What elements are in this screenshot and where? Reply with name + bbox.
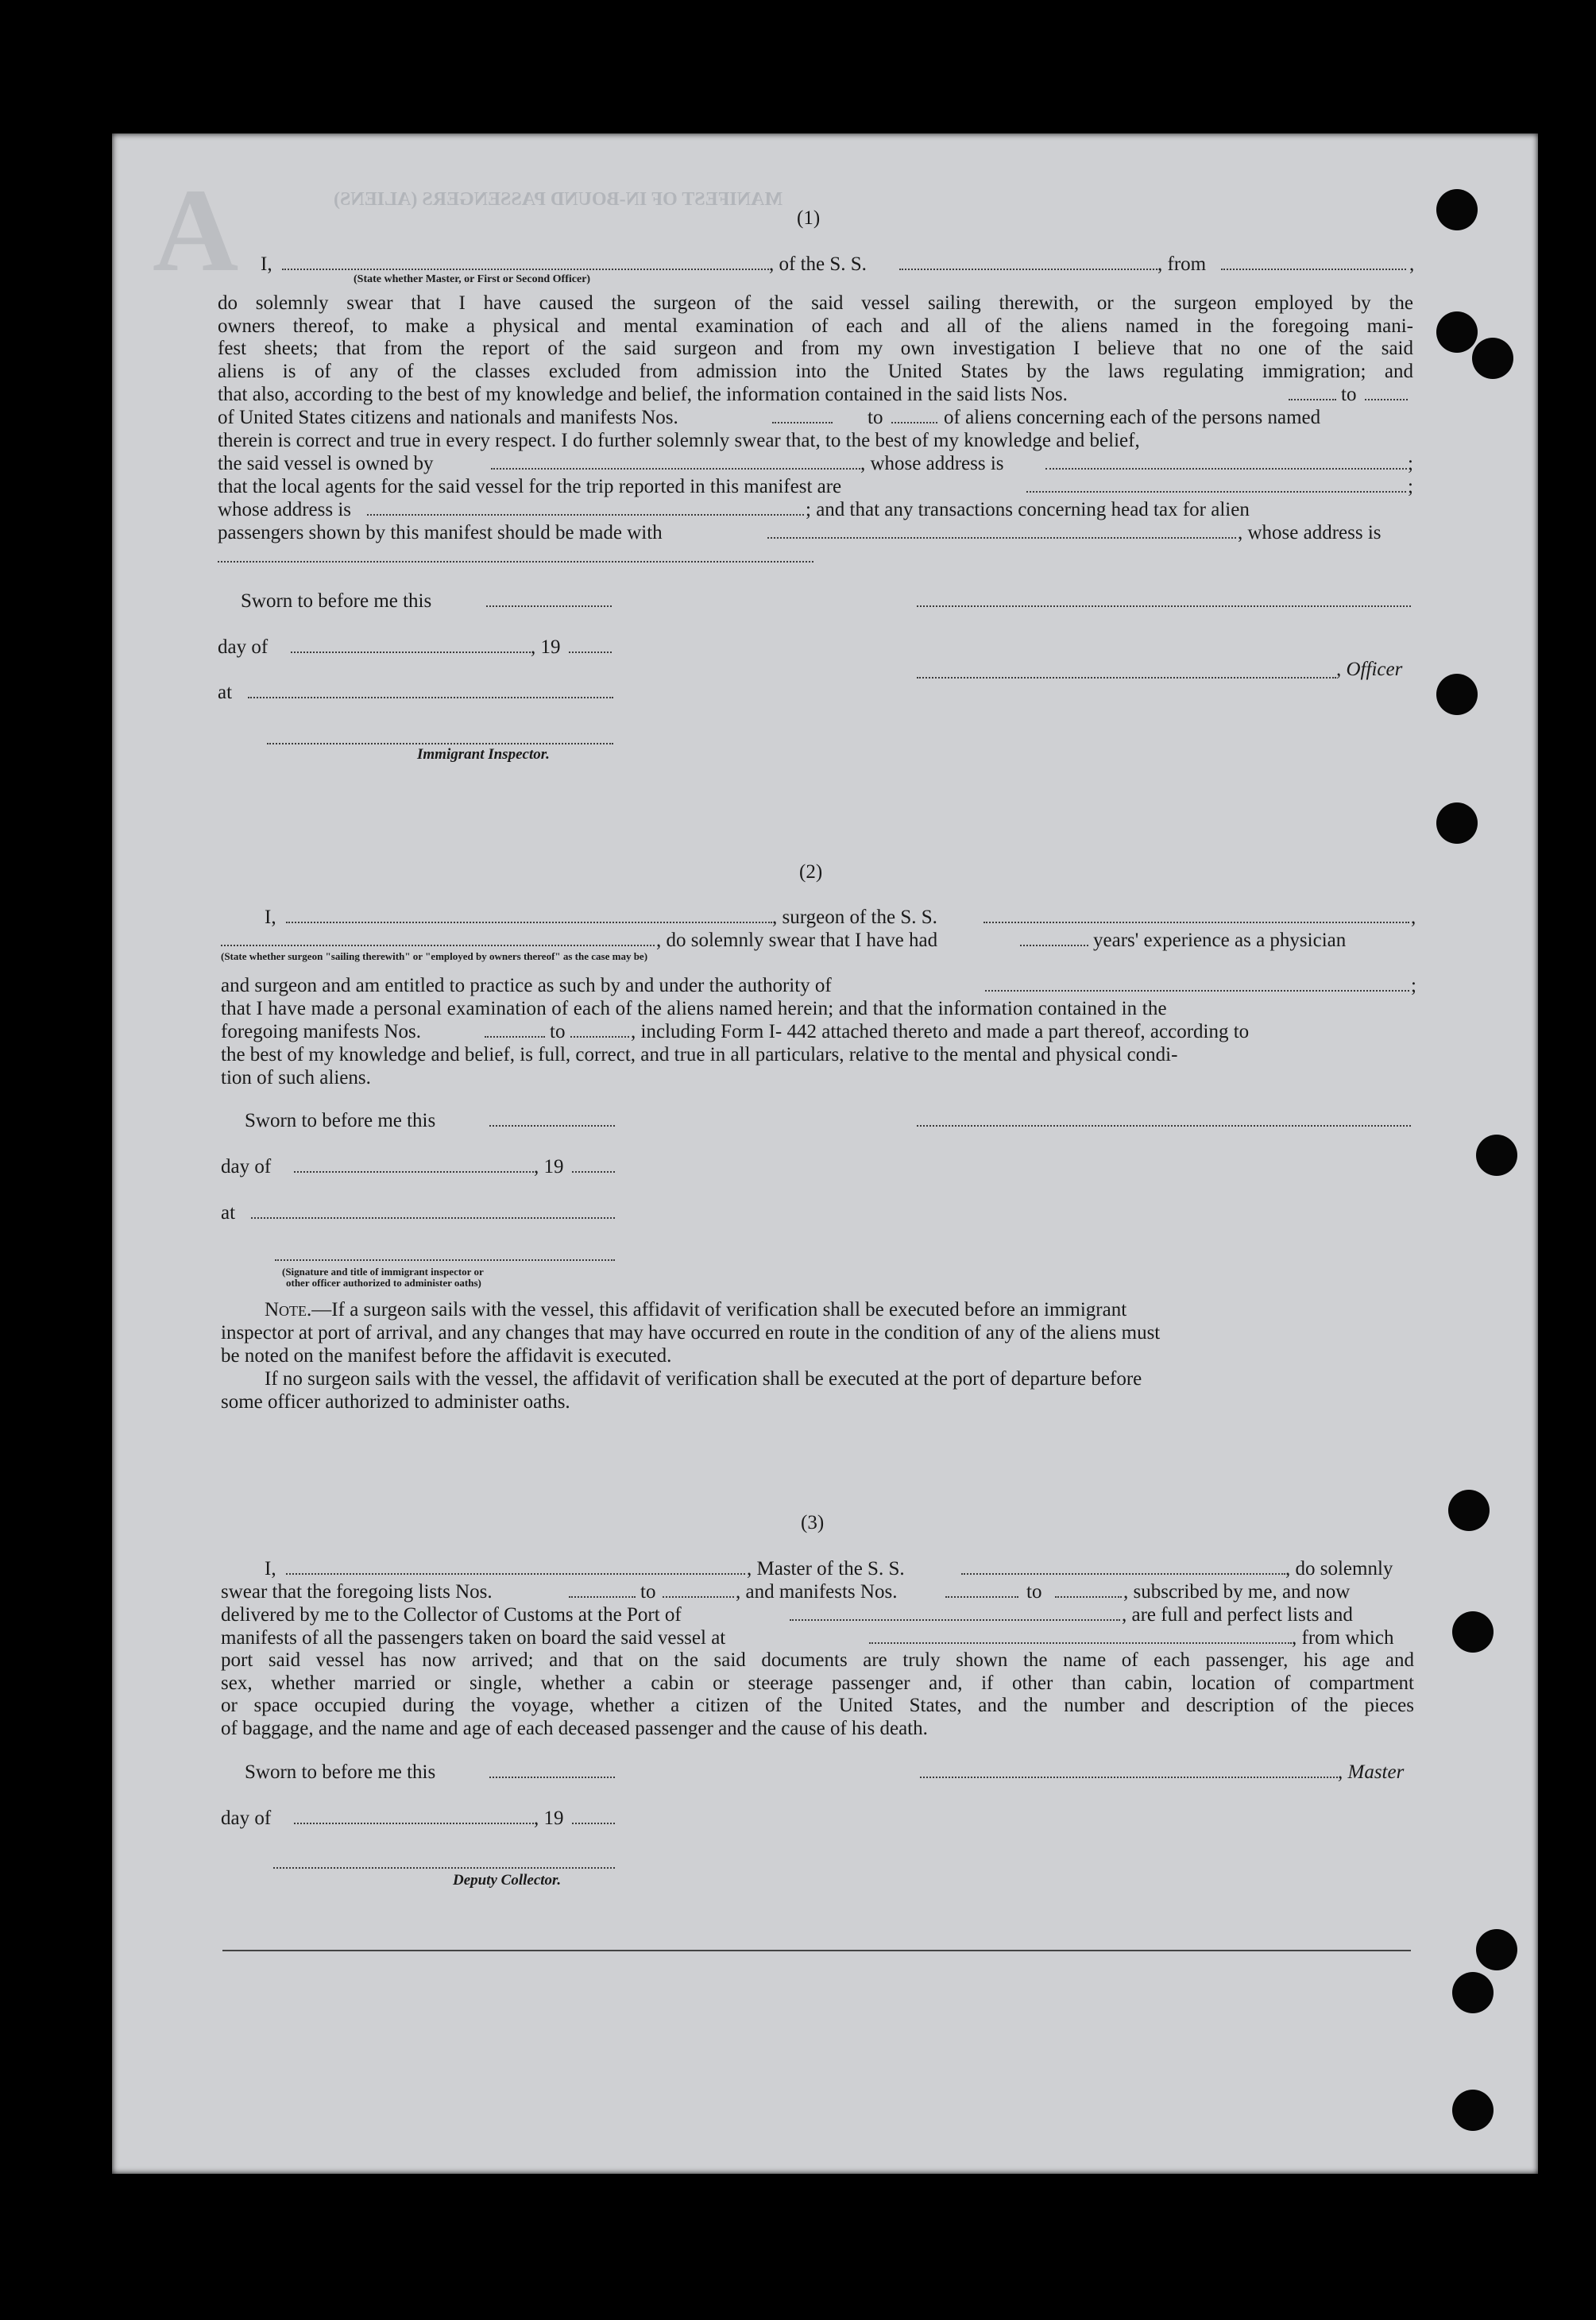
s1-day-of: day of <box>218 636 269 658</box>
s2-line5b: to <box>550 1021 566 1042</box>
s1-vessel-name-field[interactable] <box>899 269 1157 270</box>
s3-solemnly: , do solemnly <box>1285 1558 1393 1580</box>
s3-line3b: , are full and perfect lists and <box>1122 1604 1353 1626</box>
s1-head-tax-address-field[interactable] <box>218 561 813 563</box>
s2-line7: tion of such aliens. <box>221 1067 371 1088</box>
s1-from-port-field[interactable] <box>1221 269 1406 270</box>
s1-line8c: ; <box>1408 453 1413 474</box>
s3-day-of: day of <box>221 1808 272 1829</box>
section-3-number: (3) <box>801 1512 825 1533</box>
binder-hole <box>1476 1135 1517 1176</box>
s3-manifests-to-field[interactable] <box>1055 1596 1122 1598</box>
s2-line3b: ; <box>1411 975 1416 996</box>
s3-line2b: to <box>640 1581 656 1603</box>
s1-year: , 19 <box>531 636 561 658</box>
show-through-header: MANIFEST OF IN-BOUND PASSENGERS (ALIENS) <box>334 189 783 210</box>
s1-line11b: , whose address is <box>1238 522 1382 543</box>
s1-manifests-from-field[interactable] <box>772 422 833 423</box>
s3-master-of-ss: , Master of the S. S. <box>747 1558 905 1580</box>
s3-boarding-port-field[interactable] <box>869 1642 1292 1644</box>
s3-opening: I, <box>265 1558 276 1580</box>
s1-comma: , <box>1409 253 1415 275</box>
s2-surgeon-note: (State whether surgeon "sailing therewith" or "employed by owners thereof" as the case may be) <box>221 950 648 962</box>
s2-line3a: and surgeon and am entitled to practice as such by and under the authority of <box>221 975 832 996</box>
s3-port-field[interactable] <box>790 1619 1120 1621</box>
s2-year-field[interactable] <box>572 1171 615 1173</box>
s3-line4a: manifests of all the passengers taken on board the said vessel at <box>221 1627 726 1649</box>
s3-month-field[interactable] <box>294 1823 534 1824</box>
s2-manifests-to-field[interactable] <box>570 1036 629 1038</box>
s3-lists-to-field[interactable] <box>663 1596 734 1598</box>
s3-line: sex, whether married or single, whether a cabin or steerage passenger and, if other than cabin, location of compartment <box>221 1672 1414 1694</box>
s1-owner-field[interactable] <box>491 468 860 470</box>
s1-manifests-to-field[interactable] <box>891 422 937 423</box>
s3-manifests-from-field[interactable] <box>945 1596 1018 1598</box>
s2-opening: I, <box>265 907 276 928</box>
s1-officer-name-field[interactable] <box>282 269 769 270</box>
s2-note-4: If no surgeon sails with the vessel, the affidavit of verification shall be executed at the port of departure before <box>265 1368 1142 1390</box>
s2-line5a: foregoing manifests Nos. <box>221 1021 422 1042</box>
s1-line6b: to <box>868 407 883 428</box>
s2-note-3: be noted on the manifest before the affidavit is executed. <box>221 1345 672 1367</box>
binder-hole <box>1436 189 1478 230</box>
s3-master-label: , Master <box>1338 1761 1405 1783</box>
s3-line4b: , from which <box>1292 1627 1394 1649</box>
s3-year-field[interactable] <box>572 1823 615 1824</box>
s2-inspector-signature-line[interactable] <box>275 1259 615 1261</box>
s1-officer-signature-line[interactable] <box>917 605 1411 607</box>
s1-lists-to-field[interactable] <box>1365 399 1408 400</box>
s1-line5b: to <box>1341 384 1357 405</box>
s1-officer-label: , Officer <box>1336 659 1403 680</box>
s1-of-ss: , of the S. S. <box>769 253 867 275</box>
s1-line: do solemnly swear that I have caused the surgeon of the said vessel sailing therewith, or the surgeon employed by the <box>218 292 1413 314</box>
s1-inspector-label: Immigrant Inspector. <box>417 746 550 763</box>
s3-collector-label: Deputy Collector. <box>453 1872 562 1889</box>
binder-hole <box>1436 802 1478 844</box>
note-text: —If a surgeon sails with the vessel, this affidavit of verification shall be executed before an immigrant <box>311 1299 1127 1320</box>
binder-hole <box>1472 338 1513 379</box>
s1-line6c: of aliens concerning each of the persons named <box>944 407 1321 428</box>
s3-line: of baggage, and the name and age of each deceased passenger and the cause of his death. <box>221 1717 928 1739</box>
s2-at: at <box>221 1202 236 1224</box>
s1-line6a: of United States citizens and nationals and manifests Nos. <box>218 407 678 428</box>
binder-hole <box>1452 1611 1494 1653</box>
s3-line2e: , subscribed by me, and now <box>1123 1581 1351 1603</box>
binder-hole <box>1476 1929 1517 1970</box>
s3-vessel-name-field[interactable] <box>961 1573 1285 1575</box>
show-through-stamp: A <box>153 164 239 296</box>
s1-lists-from-field[interactable] <box>1289 399 1336 400</box>
s1-head-tax-party-field[interactable] <box>767 537 1236 539</box>
s2-line4: that I have made a personal examination of each of the aliens named herein; and that the information contained in the <box>221 998 1167 1019</box>
s1-month-field[interactable] <box>291 652 531 653</box>
s2-surgeon-signature-line[interactable] <box>917 1125 1411 1127</box>
s2-day-of: day of <box>221 1156 272 1177</box>
binder-hole <box>1436 674 1478 715</box>
s2-vessel-name-field[interactable] <box>983 922 1409 923</box>
s2-surgeon-of-ss: , surgeon of the S. S. <box>772 907 937 928</box>
note-label: Note. <box>265 1299 312 1320</box>
s1-line9b: ; <box>1408 476 1413 497</box>
s2-swear-a: , do solemnly swear that I have had <box>656 930 938 951</box>
s1-line8a: the said vessel is owned by <box>218 453 434 474</box>
s2-manifests-from-field[interactable] <box>485 1036 545 1038</box>
s2-line5c: , including Form I- 442 attached thereto and made a part thereof, according to <box>631 1021 1250 1042</box>
s3-year: , 19 <box>534 1808 564 1829</box>
s2-year: , 19 <box>534 1156 564 1177</box>
s3-line2a: swear that the foregoing lists Nos. <box>221 1581 493 1603</box>
s2-authority-field[interactable] <box>985 990 1409 992</box>
s3-line: or space occupied during the voyage, whether a citizen of the United States, and the number and description of the pieces <box>221 1695 1414 1716</box>
s1-opening: I, <box>261 253 272 275</box>
s1-body <box>218 292 1413 383</box>
binder-hole <box>1452 2090 1494 2131</box>
binder-hole <box>1436 311 1478 353</box>
s3-sworn: Sworn to before me this <box>245 1761 436 1783</box>
s1-line10b: ; and that any transactions concerning head tax for alien <box>806 499 1250 520</box>
bottom-rule <box>222 1950 1411 1951</box>
section-2-number: (2) <box>799 861 823 883</box>
s1-year-field[interactable] <box>569 652 612 653</box>
s3-line: port said vessel has now arrived; and that on the said documents are truly shown the name of each passenger, his age and <box>221 1649 1414 1671</box>
s2-sig-note-1: (Signature and title of immigrant inspector or <box>282 1266 484 1278</box>
s2-note-1 <box>265 1298 1126 1321</box>
s1-line: owners thereof, to make a physical and mental examination of each and all of the aliens named in the foregoing mani- <box>218 315 1413 337</box>
s1-line: aliens is of any of the classes excluded from admission into the United States by the laws regulating immigration; and <box>218 360 1413 382</box>
s3-line2d: to <box>1026 1581 1042 1603</box>
binder-hole <box>1448 1490 1490 1531</box>
s2-swear-b: years' experience as a physician <box>1093 930 1347 951</box>
s3-body <box>221 1649 1414 1740</box>
s3-line3a: delivered by me to the Collector of Customs at the Port of <box>221 1604 682 1626</box>
s1-officer-note: (State whether Master, or First or Second Officer) <box>354 273 591 285</box>
s2-comma: , <box>1411 907 1416 928</box>
s2-at-place-field[interactable] <box>251 1217 615 1219</box>
s1-line: fest sheets; that from the report of the said surgeon and from my own investigation I believe that no one of the said <box>218 338 1413 359</box>
s2-month-field[interactable] <box>294 1171 534 1173</box>
s1-line11a: passengers shown by this manifest should be made with <box>218 522 663 543</box>
section-1-number: (1) <box>797 207 821 229</box>
s3-lists-from-field[interactable] <box>569 1596 636 1598</box>
s1-officer-title-line[interactable] <box>917 677 1336 679</box>
s2-note-2: inspector at port of arrival, and any changes that may have occurred en route in the condition of any of the aliens must <box>221 1322 1161 1344</box>
s1-at-place-field[interactable] <box>248 697 613 698</box>
s1-agents-field[interactable] <box>1026 491 1406 493</box>
s3-master-signature-line[interactable] <box>920 1777 1338 1778</box>
s2-sig-note-2: other officer authorized to administer oaths) <box>286 1277 481 1289</box>
s2-line6: the best of my knowledge and belief, is full, correct, and true in all particulars, relative to the mental and physical condi- <box>221 1044 1178 1065</box>
s1-sworn-day-field[interactable] <box>486 605 612 607</box>
binder-hole <box>1452 1972 1494 2013</box>
s1-agents-address-field[interactable] <box>367 514 804 516</box>
s3-collector-signature-line[interactable] <box>273 1867 615 1869</box>
s2-surgeon-status-field[interactable] <box>221 945 655 946</box>
s1-line9a: that the local agents for the said vessel for the trip reported in this manifest are <box>218 476 842 497</box>
s1-from: , from <box>1157 253 1207 275</box>
s2-years-field[interactable] <box>1020 945 1088 946</box>
s2-surgeon-name-field[interactable] <box>286 922 772 923</box>
s1-line8b: , whose address is <box>860 453 1004 474</box>
s3-line2c: , and manifests Nos. <box>736 1581 898 1603</box>
s1-line10a: whose address is <box>218 499 352 520</box>
s1-owner-address-field[interactable] <box>1045 468 1407 470</box>
s1-line5a: that also, according to the best of my knowledge and belief, the information contained in the said lists Nos. <box>218 384 1068 405</box>
s2-sworn: Sworn to before me this <box>245 1110 436 1131</box>
s3-master-name-field[interactable] <box>286 1573 745 1575</box>
s2-note-5: some officer authorized to administer oaths. <box>221 1391 570 1413</box>
s1-at: at <box>218 682 233 703</box>
s1-inspector-signature-line[interactable] <box>267 743 613 744</box>
s1-line7: therein is correct and true in every respect. I do further solemnly swear that, to the best of my knowledge and belief, <box>218 430 1140 451</box>
s3-sworn-day-field[interactable] <box>489 1777 615 1778</box>
s2-sworn-day-field[interactable] <box>489 1125 615 1127</box>
s1-sworn: Sworn to before me this <box>241 590 432 612</box>
